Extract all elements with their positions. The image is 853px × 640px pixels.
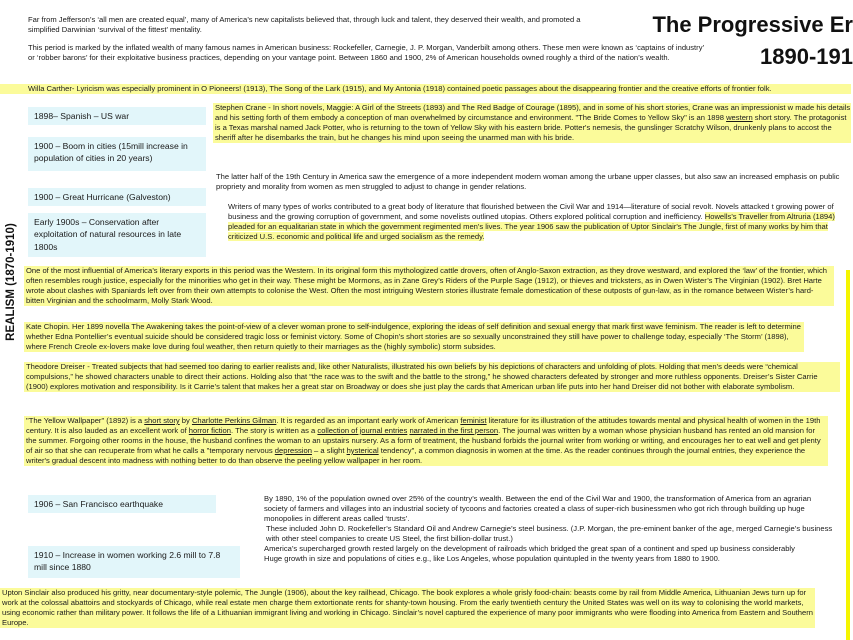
- first-person-link[interactable]: narrated in the first person: [409, 426, 499, 436]
- modern-woman-note: The latter half of the 19th Century in America saw the emergence of a more independent modern woman among the urbane upper classes, but also saw an increased emphasis on public propriety and morality from women as men struggled to adjust to change in gender relations.: [216, 172, 840, 192]
- western-note: One of the most influential of America’s literary exports in this period was the Western. In its original form this mythologized cattle drovers, often of Anglo-Saxon extraction, as they drove westward, and explored the ‘law’ of the frontier, which often resembles rough justice, especially for the minorities who get in their way. These might be Mormons, as in Zane Grey’s Riders of the Purple Sage (1912), or thieves and tricksters, as in Owen Wister’s The Virginian (1902). Bret Harte wrote about clashes with Spaniards left over from their own attempts to colonise the West. Often the most intriguing Western stories illustrate female domestication of these outposts of gun-law, as in the romance between Wister’s hard-bitten Virginian and the schoolmarm, Molly Stark Wood.: [24, 266, 834, 306]
- highlight-bar: [846, 270, 850, 640]
- social-revolt-note: Writers of many types of works contributed to a great body of literature that flourished between the Civil War and 1914—literature of social revolt. Novels attacked t growing power of business and the growing corruption of government, and some novelists outlined utopias. Others explored political corruption and inefficiency. Howells's Traveller from Altruria (1894) pleaded for an equalitarian state in which the government regimented men's lives. The year 1906 saw the publication of Uptor Sinclair's The Jungle, first of many works by him that criticized U.S. economic and political life and urged socialism as the remedy.: [228, 202, 835, 242]
- page-subtitle-years: 1890-191: [760, 44, 853, 69]
- page-title: The Progressive Er: [652, 12, 853, 37]
- wealth-paragraph-4: Huge growth in size and populations of cities e.g., like Los Angeles, whose population quintupled in the twenty years from 1880 to 1900.: [264, 554, 720, 564]
- crane-note: Stephen Crane - In short novels, Maggie: A Girl of the Streets (1893) and The Red Badge of Courage (1895), and in some of his short stories, Crane was an impressionist w made his details and his setting forth of them embody a conception of man overwhelmed by circumstance and environment. "The Bride Comes to Yellow Sky" is an 1898 western short story. The protagonist is a Texas marshal named Jack Potter, who is returning to the town of Yellow Sky with his eastern bride. Potter's nemesis, the gunslinger Scratchy Wilson, drunkenly plans to accost the sheriff after he disembarks the train, but he changes his mind upon seeing the unarmed man with his bride.: [215, 103, 851, 143]
- dreiser-note: Theodore Dreiser - Treated subjects that had seemed too daring to earlier realists and, like other Naturalists, illustrated his own beliefs by his depictions of characters and unfolding of plots. Holding that men’s deeds were “chemical compulsions,” he showed characters unable to direct their actions. Holding also that “the race was to the swift and the battle to the strong,” he showed characters defeated by stronger and more ruthless opponents. Dreiser’s Sister Carrie (1900) explores motivation and responsibility. Is it Carrie’s talent that makes her a great star on Broadway or does she just play the cards that American urban life puts into her hand Dreiser did not bother with elaborate symbolism.: [24, 362, 840, 392]
- feminist-link[interactable]: feminist: [460, 416, 487, 425]
- timeline-item: 1910 – Increase in women working 2.6 mill to 7.8 mill since 1880: [28, 546, 240, 578]
- chopin-note: Kate Chopin. Her 1899 novella The Awakening takes the point-of-view of a clever woman prone to self-indulgence, exploring the ideas of self definition and sexual energy that mark first wave feminism. The reader is left to determine whether Edna Pontellier’s eventual suicide should be considered tragic loss or feminist victory. Some of Chopin’s short stories are so sexually unconstrained they still have power to challenge today, especially ‘The Storm’ (1898), where French Creole ex-lovers make love during foul weather, then return quietly to their marriages as the (highly symbolic) storm subsides.: [24, 322, 804, 352]
- depression-link[interactable]: depression: [274, 446, 312, 456]
- wealth-paragraph-3: America’s supercharged growth rested largely on the development of railroads which bridged the great span of a continent and sped up business considerably: [264, 544, 795, 554]
- short-story-link[interactable]: short story: [144, 416, 180, 425]
- western-link[interactable]: western: [726, 113, 753, 123]
- timeline-item: 1898– Spanish – US war: [28, 107, 206, 125]
- intro-capitalists: [28, 15, 606, 35]
- sinclair-note: Upton Sinclair also produced his gritty, near documentary-style polemic, The Jungle (1906), about the key railhead, Chicago. The book explores a whole grisly food-chain: beasts come by rail from Middle America, Lithuanian Jews turn up for work at the colossal abattoirs and stockyards of Chicago, while real estate men charge them extortionate rents for shanty-town housing. From the early twentieth century the United States was well on its way to colonising the world markets, using economic rather than military power. It follows the life of a Lithuanian immigrant living and working in Chicago. Sinclair’s novel captured the experience of many poor immigrants who were flooding into America from Eastern and Southern Europe.: [0, 588, 815, 628]
- gilman-link[interactable]: Charlotte Perkins Gilman: [191, 416, 277, 425]
- cather-note: Willa Carther- Lyricism was especially prominent in O Pioneers! (1913), The Song of the Lark (1915), and My Antonia (1918) contained poetic passages about the disappearing frontier and the creative efforts of frontier folk.: [0, 84, 851, 94]
- intro-paragraph-1: Far from Jefferson’s ‘all men are created equal’, many of America’s new capitalists believed that, through luck and talent, they deserved their wealth, and promoted a simplified Darwinian ‘survival of the fittest’ mentality.: [28, 15, 581, 35]
- timeline-item: 1900 – Boom in cities (15mill increase in population of cities in 20 years): [28, 137, 206, 171]
- timeline-item: 1900 – Great Hurricane (Galveston): [28, 188, 206, 206]
- intro-wealth: [28, 43, 708, 63]
- hysterical-link[interactable]: hysterical: [346, 446, 379, 456]
- intro-paragraph-2: This period is marked by the inflated wealth of many famous names in American business: Rockefeller, Carnegie, J. P. Morgan, Vanderbilt among others. These men were known as ‘captains of industry’ or ‘robber barons’ for their exploitative business practices, depending on your vantage point. Between 1860 and 1900, 2% of American households owned roughly a third of the nation’s wealth.: [28, 43, 704, 63]
- wealth-note: [264, 494, 836, 564]
- wealth-paragraph-1: By 1890, 1% of the population owned over 25% of the country’s wealth. Between the end of the Civil War and 1900, the transformation of America from an agrarian society of farmers and villages into an industrial society of tycoons and factories created a class of super-rich businessmen who got rich through building up huge monopolies in different areas called ‘trusts’.: [264, 494, 812, 524]
- side-label-realism: REALISM (1870-1910): [5, 223, 17, 341]
- yellow-wallpaper-note: "The Yellow Wallpaper" (1892) is a short story by Charlotte Perkins Gilman. It is regarded as an important early work of American feminist literature for its illustration of the attitudes towards mental and physical health of women in the 19th century. It is also lauded as an excellent work of horror fiction. The story is written as a collection of journal entries narrated in the first person. The journal was written by a woman whose physician husband has rented an old mansion for the summer. Forgoing other rooms in the house, the husband confines the woman to an upstairs nursery. As a form of treatment, the husband forbids the journal writer from working or writing, and encourages her to eat well and get plenty of air so that she can recuperate from what he calls a "temporary nervous depression – a slight hysterical tendency", a common diagnosis in women at the time. As the reader continues through the journal entries, they experience the writer's gradual descent into madness with nothing better to do than observe the peeling yellow wallpaper in her room.: [24, 416, 828, 466]
- horror-fiction-link[interactable]: horror fiction: [188, 426, 232, 436]
- wealth-paragraph-2: These included John D. Rockefeller’s Standard Oil and Andrew Carnegie’s steel business. (J.P. Morgan, the pre-eminent banker of the age, merged Carnegie’s business with other steel companies to create US Steel, the first billion-dollar trust.): [266, 524, 833, 544]
- journal-entries-link[interactable]: collection of journal entries: [317, 426, 408, 436]
- timeline-item: 1906 – San Francisco earthquake: [28, 495, 216, 513]
- timeline-item: Early 1900s – Conservation after exploitation of natural resources in late 1800s: [28, 213, 206, 257]
